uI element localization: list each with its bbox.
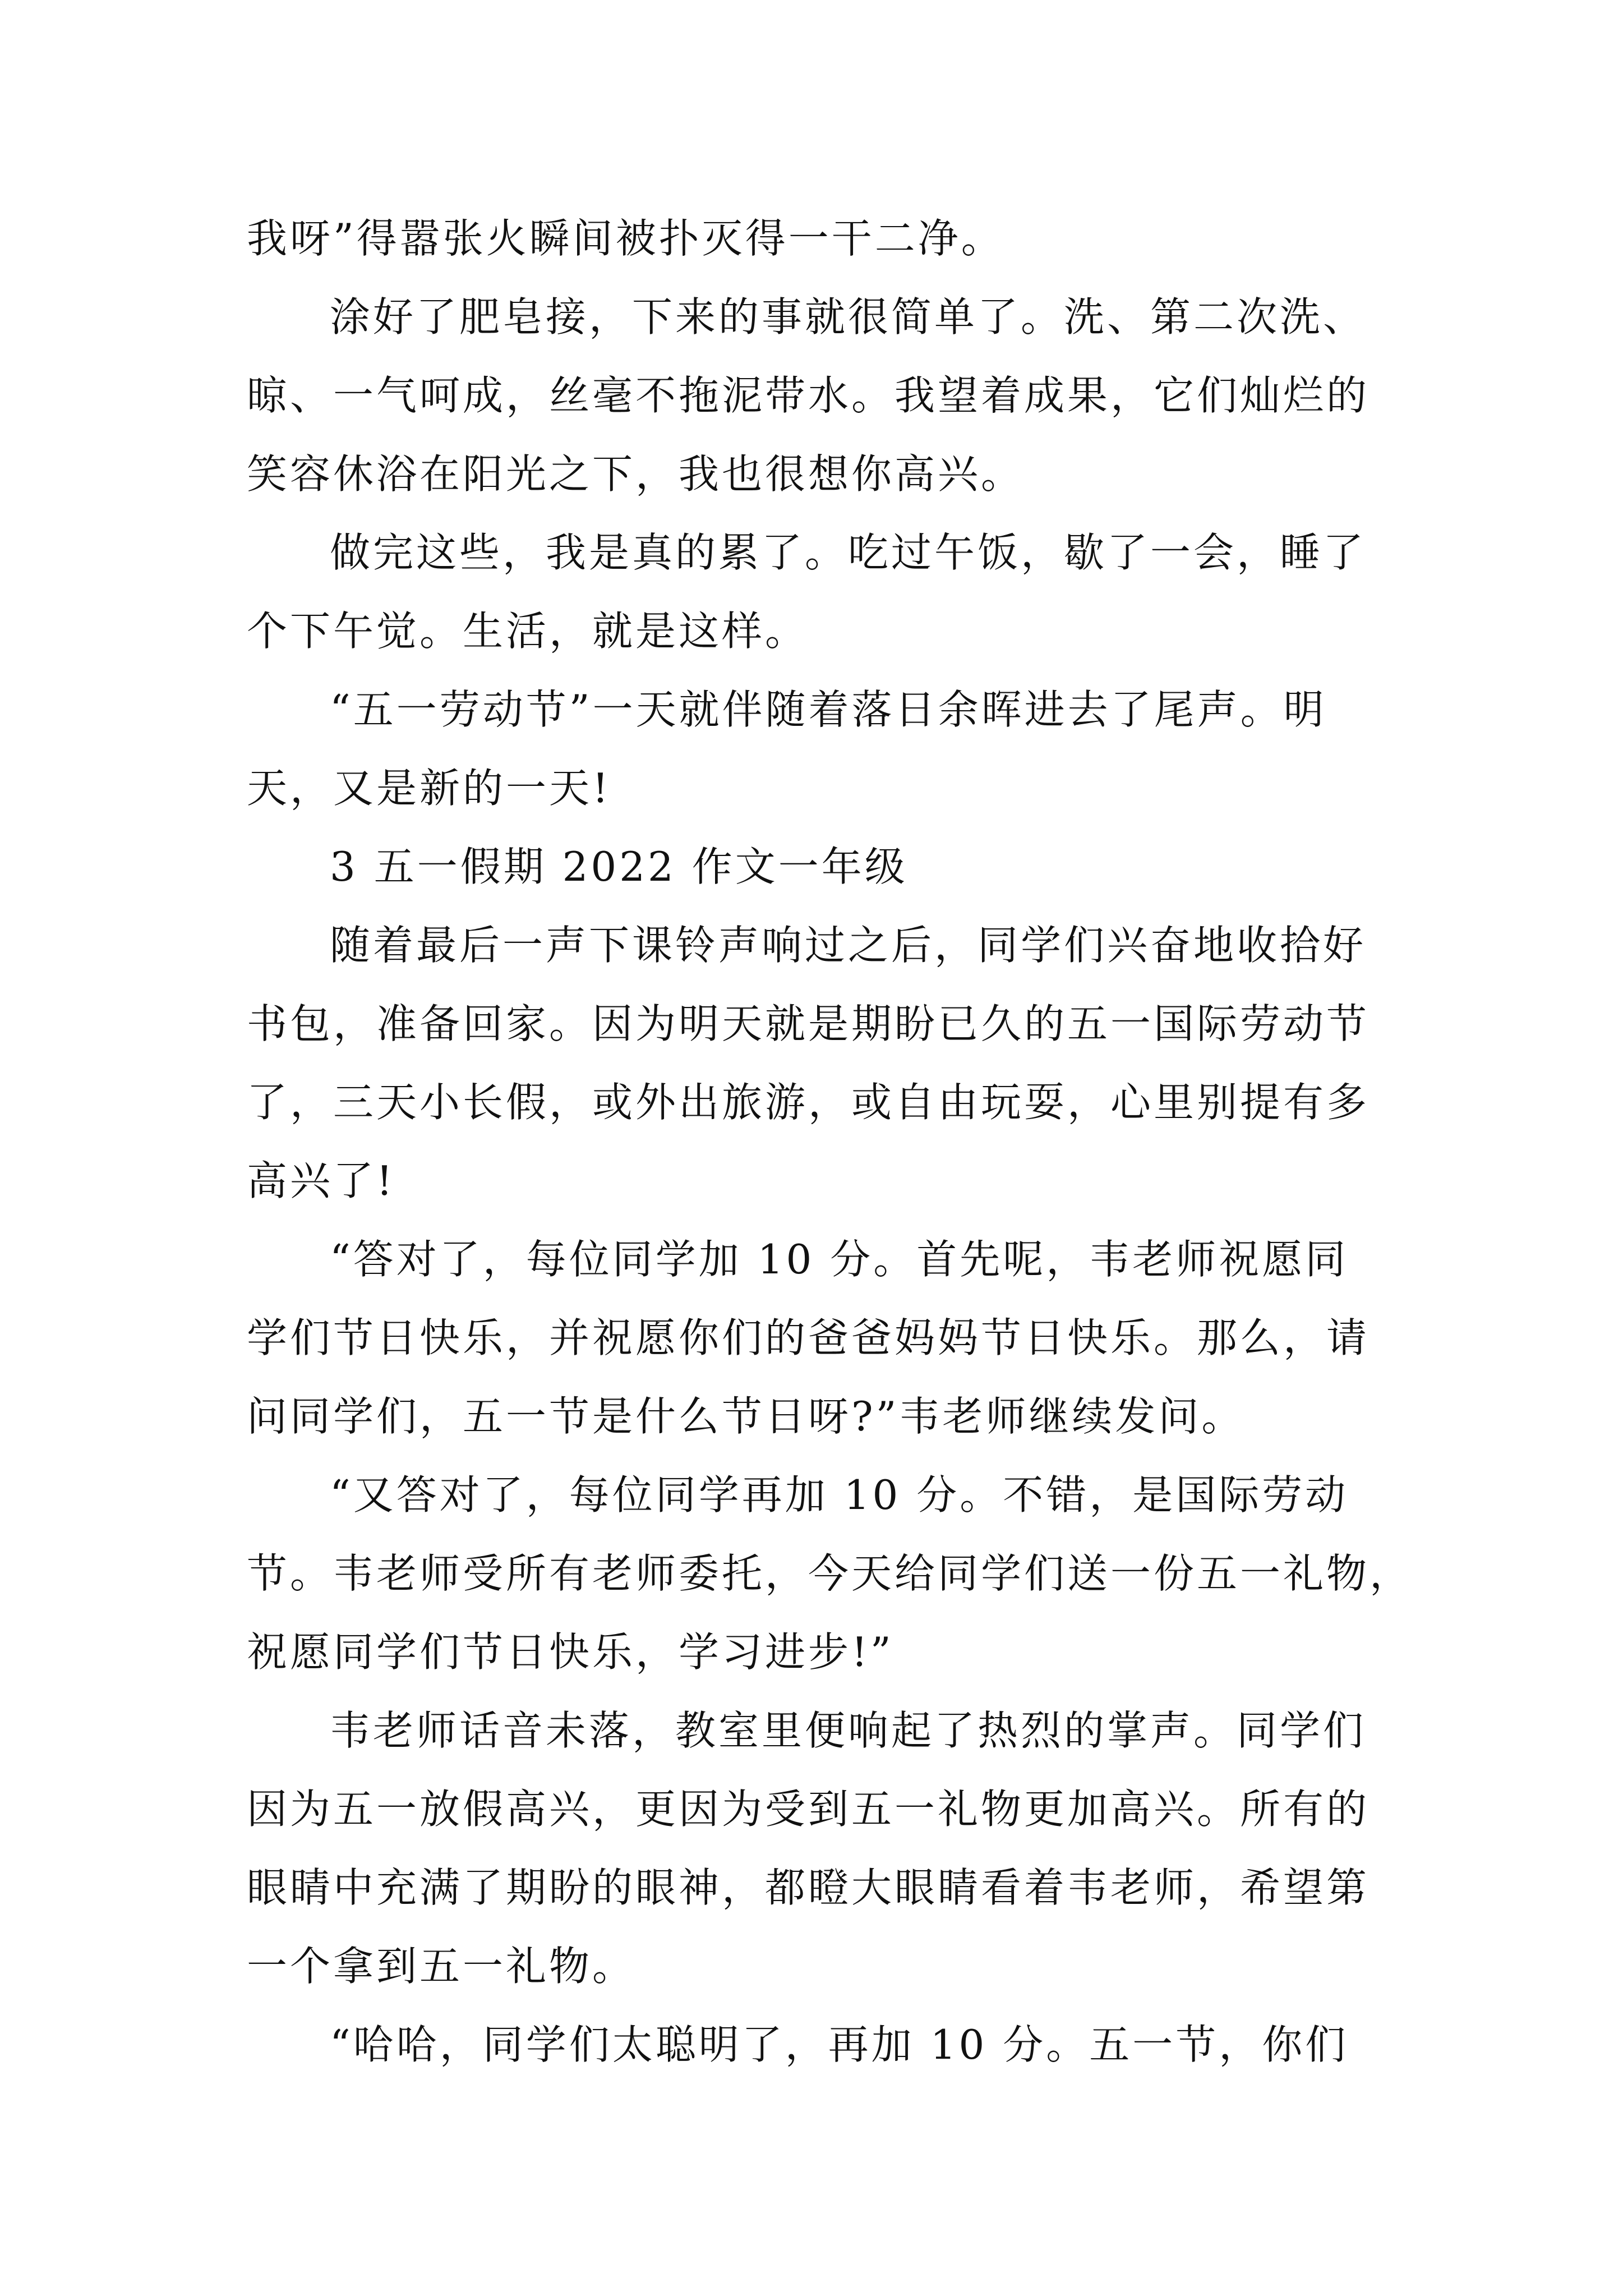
text-line: “哈哈，同学们太聪明了，再加 10 分。五一节，你们	[330, 2021, 1349, 2068]
text-line: 了，三天小长假，或外出旅游，或自由玩耍，心里别提有多	[247, 1079, 1370, 1126]
text-line: 眼睛中充满了期盼的眼神，都瞪大眼睛看着韦老师，希望第	[247, 1864, 1370, 1911]
text-line: 天，又是新的一天!	[247, 765, 611, 812]
text-line: 个下午觉。生活，就是这样。	[247, 608, 809, 655]
text-line: 涂好了肥皂接，下来的事就很简单了。洗、第二次洗、	[330, 293, 1367, 341]
text-line: 问同学们，五一节是什么节日呀?”韦老师继续发问。	[247, 1393, 1245, 1440]
text-line: 高兴了!	[247, 1157, 395, 1204]
text-line: “答对了，每位同学加 10 分。首先呢，韦老师祝愿同	[330, 1236, 1349, 1283]
text-line: 随着最后一声下课铃声响过之后，同学们兴奋地收拾好	[330, 922, 1367, 969]
text-line: 因为五一放假高兴，更因为受到五一礼物更加高兴。所有的	[247, 1786, 1370, 1833]
text-line: 笑容休浴在阳光之下，我也很想你高兴。	[247, 450, 1025, 498]
body-text	[247, 199, 1413, 2084]
text-line: 学们节日快乐，并祝愿你们的爸爸妈妈节日快乐。那么，请	[247, 1314, 1370, 1361]
text-line: 节。韦老师受所有老师委托，今天给同学们送一份五一礼物，	[247, 1550, 1413, 1597]
text-line: 祝愿同学们节日快乐，学习进步!”	[247, 1628, 894, 1676]
text-line: “又答对了，每位同学再加 10 分。不错，是国际劳动	[330, 1471, 1349, 1519]
text-line: 做完这些，我是真的累了。吃过午饭，歇了一会，睡了	[330, 529, 1367, 576]
text-line: 韦老师话音未落，教室里便响起了热烈的掌声。同学们	[330, 1707, 1367, 1754]
text-line: 一个拿到五一礼物。	[247, 1943, 636, 1990]
text-line: “五一劳动节”一天就伴随着落日余晖进去了尾声。明	[330, 686, 1327, 733]
text-line: 3 五一假期 2022 作文一年级	[330, 843, 908, 890]
text-line: 我呀”得嚣张火瞬间被扑灭得一干二净。	[247, 215, 1004, 262]
text-line: 晾、一气呵成，丝毫不拖泥带水。我望着成果，它们灿烂的	[247, 372, 1370, 419]
text-line: 书包，准备回家。因为明天就是期盼已久的五一国际劳动节	[247, 1000, 1370, 1047]
